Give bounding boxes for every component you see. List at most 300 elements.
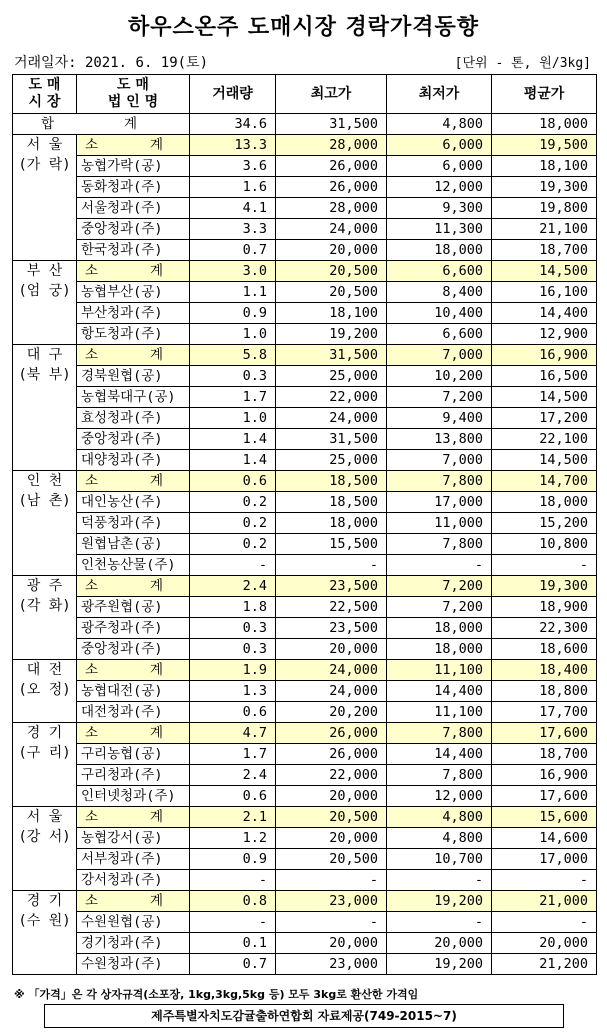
row-avg: 14,400 xyxy=(492,303,597,324)
subtotal-label-b: 계 xyxy=(149,137,163,153)
row-min: 20,000 xyxy=(387,933,492,954)
region-location: (구 리) xyxy=(18,745,71,761)
row-min: 12,000 xyxy=(387,786,492,807)
row-avg: - xyxy=(492,870,597,891)
table-row xyxy=(13,765,597,786)
row-avg: 12,900 xyxy=(492,324,597,345)
corp-name: 농협대전(공) xyxy=(77,681,190,702)
row-min: - xyxy=(387,555,492,576)
total-row xyxy=(13,114,597,135)
subtotal-label-a: 소 xyxy=(85,725,99,741)
row-min: 11,000 xyxy=(387,513,492,534)
region-name: 광 주 xyxy=(26,578,63,594)
row-min: 9,400 xyxy=(387,408,492,429)
row-avg: 16,500 xyxy=(492,366,597,387)
subtotal-volume: 0.8 xyxy=(190,891,276,912)
corp-name: 부산청과(주) xyxy=(77,303,190,324)
subtotal-row xyxy=(13,891,597,912)
region-name: 서 울 xyxy=(26,809,63,825)
region-name: 대 전 xyxy=(26,662,63,678)
subtotal-volume: 2.1 xyxy=(190,807,276,828)
total-label-b: 계 xyxy=(123,116,137,132)
row-max: 26,000 xyxy=(276,177,387,198)
subtotal-row xyxy=(13,345,597,366)
row-max: 28,000 xyxy=(276,198,387,219)
subtotal-max: 23,500 xyxy=(276,576,387,597)
row-min: 11,100 xyxy=(387,702,492,723)
subtotal-label-b: 계 xyxy=(149,347,163,363)
subtotal-min: 7,800 xyxy=(387,471,492,492)
row-volume: 0.3 xyxy=(190,618,276,639)
subtotal-row xyxy=(13,576,597,597)
subtotal-avg: 14,700 xyxy=(492,471,597,492)
corp-name: 덕풍청과(주) xyxy=(77,513,190,534)
table-row xyxy=(13,912,597,933)
row-max: 23,500 xyxy=(276,618,387,639)
region-cell xyxy=(13,807,77,891)
row-volume: 1.7 xyxy=(190,744,276,765)
region-cell xyxy=(13,891,77,975)
subtotal-volume: 0.6 xyxy=(190,471,276,492)
table-row xyxy=(13,387,597,408)
subtotal-label-b: 계 xyxy=(149,473,163,489)
table-row xyxy=(13,828,597,849)
corp-name: 수원원협(공) xyxy=(77,912,190,933)
row-min: - xyxy=(387,870,492,891)
table-row xyxy=(13,198,597,219)
table-row xyxy=(13,156,597,177)
row-max: 20,000 xyxy=(276,933,387,954)
subtotal-volume: 13.3 xyxy=(190,135,276,156)
total-volume: 34.6 xyxy=(190,114,276,135)
subtotal-max: 20,500 xyxy=(276,807,387,828)
corp-name: 농협강서(공) xyxy=(77,828,190,849)
row-volume: 3.6 xyxy=(190,156,276,177)
corp-name: 동화청과(주) xyxy=(77,177,190,198)
header-market-bottom: 시 장 xyxy=(28,94,61,110)
subtotal-label-a: 소 xyxy=(85,578,99,594)
subtotal-label xyxy=(77,135,190,156)
row-min: 7,800 xyxy=(387,765,492,786)
row-volume: 1.2 xyxy=(190,828,276,849)
row-min: 6,600 xyxy=(387,324,492,345)
region-cell xyxy=(13,576,77,660)
row-min: 18,000 xyxy=(387,618,492,639)
row-volume: 1.8 xyxy=(190,597,276,618)
row-max: 22,000 xyxy=(276,387,387,408)
region-location: (오 정) xyxy=(18,682,71,698)
corp-name: 대전청과(주) xyxy=(77,702,190,723)
page-title: 하우스온주 도매시장 경락가격동향 xyxy=(127,15,480,40)
subtotal-volume: 5.8 xyxy=(190,345,276,366)
row-volume: 1.4 xyxy=(190,450,276,471)
header-min: 최저가 xyxy=(387,75,492,114)
table-row xyxy=(13,303,597,324)
total-max: 31,500 xyxy=(276,114,387,135)
header-corp-bottom: 법 인 명 xyxy=(107,94,159,110)
row-min: 18,000 xyxy=(387,639,492,660)
subtotal-row xyxy=(13,261,597,282)
subtotal-max: 28,000 xyxy=(276,135,387,156)
region-location: (북 부) xyxy=(18,367,71,383)
subtotal-label-a: 소 xyxy=(85,893,99,909)
region-location: (강 서) xyxy=(18,829,71,845)
subtotal-label-a: 소 xyxy=(85,137,99,153)
region-cell xyxy=(13,723,77,807)
table-row xyxy=(13,492,597,513)
row-max: 20,000 xyxy=(276,639,387,660)
row-volume: - xyxy=(190,912,276,933)
corp-name: 항도청과(주) xyxy=(77,324,190,345)
subtotal-label xyxy=(77,891,190,912)
region-cell xyxy=(13,135,77,261)
row-min: 11,300 xyxy=(387,219,492,240)
subtotal-avg: 18,400 xyxy=(492,660,597,681)
row-avg: 20,000 xyxy=(492,933,597,954)
row-max: 20,000 xyxy=(276,828,387,849)
row-avg: 10,800 xyxy=(492,534,597,555)
corp-name: 강서청과(주) xyxy=(77,870,190,891)
row-volume: 1.0 xyxy=(190,408,276,429)
row-volume: 1.4 xyxy=(190,429,276,450)
subtotal-label xyxy=(77,660,190,681)
row-volume: 0.3 xyxy=(190,366,276,387)
row-volume: - xyxy=(190,870,276,891)
header-avg: 평균가 xyxy=(492,75,597,114)
subtotal-label-b: 계 xyxy=(149,263,163,279)
corp-name: 광주원협(공) xyxy=(77,597,190,618)
row-volume: 1.7 xyxy=(190,387,276,408)
subtotal-avg: 17,600 xyxy=(492,723,597,744)
subtotal-row xyxy=(13,723,597,744)
row-avg: - xyxy=(492,912,597,933)
row-avg: 14,600 xyxy=(492,828,597,849)
region-cell xyxy=(13,261,77,345)
row-volume: 0.7 xyxy=(190,954,276,975)
subtotal-label xyxy=(77,807,190,828)
table-row xyxy=(13,324,597,345)
subtotal-label xyxy=(77,261,190,282)
row-max: 20,000 xyxy=(276,786,387,807)
row-max: 20,500 xyxy=(276,849,387,870)
table-row xyxy=(13,534,597,555)
row-volume: 1.0 xyxy=(190,324,276,345)
row-min: 10,200 xyxy=(387,366,492,387)
source-box: 제주특별자치도감귤출하연합회 자료제공(749-2015~7) xyxy=(44,1004,564,1028)
row-avg: 18,600 xyxy=(492,639,597,660)
row-avg: 18,700 xyxy=(492,744,597,765)
row-avg: 17,700 xyxy=(492,702,597,723)
table-row xyxy=(13,555,597,576)
subtotal-label-b: 계 xyxy=(149,578,163,594)
row-avg: 19,800 xyxy=(492,198,597,219)
subtotal-label-b: 계 xyxy=(149,893,163,909)
row-max: 20,500 xyxy=(276,282,387,303)
corp-name: 농협부산(공) xyxy=(77,282,190,303)
region-name: 인 천 xyxy=(26,473,63,489)
row-avg: 21,200 xyxy=(492,954,597,975)
subtotal-label-a: 소 xyxy=(85,263,99,279)
subtotal-min: 7,800 xyxy=(387,723,492,744)
corp-name: 광주청과(주) xyxy=(77,618,190,639)
corp-name: 수원청과(주) xyxy=(77,954,190,975)
total-min: 4,800 xyxy=(387,114,492,135)
region-location: (엄 궁) xyxy=(18,283,71,299)
table-row xyxy=(13,870,597,891)
subtotal-label-a: 소 xyxy=(85,809,99,825)
row-avg: 14,500 xyxy=(492,387,597,408)
corp-name: 농협가락(공) xyxy=(77,156,190,177)
row-min: 12,000 xyxy=(387,177,492,198)
table-row xyxy=(13,429,597,450)
subtotal-avg: 19,300 xyxy=(492,576,597,597)
subtotal-avg: 19,500 xyxy=(492,135,597,156)
row-max: 22,000 xyxy=(276,765,387,786)
subtotal-max: 31,500 xyxy=(276,345,387,366)
row-max: 26,000 xyxy=(276,744,387,765)
row-min: 4,800 xyxy=(387,828,492,849)
table-row xyxy=(13,681,597,702)
corp-name: 경북원협(공) xyxy=(77,366,190,387)
corp-name: 농협북대구(공) xyxy=(77,387,190,408)
subtotal-row xyxy=(13,660,597,681)
row-max: 15,500 xyxy=(276,534,387,555)
row-max: 23,000 xyxy=(276,954,387,975)
region-name: 경 기 xyxy=(26,893,63,909)
subtotal-volume: 2.4 xyxy=(190,576,276,597)
row-max: 24,000 xyxy=(276,408,387,429)
subtotal-label-a: 소 xyxy=(85,473,99,489)
corp-name: 구리농협(공) xyxy=(77,744,190,765)
region-location: (수 원) xyxy=(18,913,71,929)
region-name: 대 구 xyxy=(26,347,63,363)
table-row xyxy=(13,408,597,429)
table-row xyxy=(13,618,597,639)
row-max: 31,500 xyxy=(276,429,387,450)
corp-name: 경기청과(주) xyxy=(77,933,190,954)
table-row xyxy=(13,177,597,198)
row-min: 10,700 xyxy=(387,849,492,870)
row-max: 20,200 xyxy=(276,702,387,723)
row-min: 19,200 xyxy=(387,954,492,975)
row-min: 7,200 xyxy=(387,387,492,408)
row-min: 7,000 xyxy=(387,450,492,471)
header-market xyxy=(13,75,77,114)
row-max: - xyxy=(276,912,387,933)
row-max: 18,500 xyxy=(276,492,387,513)
row-volume: 2.4 xyxy=(190,765,276,786)
corp-name: 중앙청과(주) xyxy=(77,219,190,240)
row-avg: 21,100 xyxy=(492,219,597,240)
subtotal-volume: 3.0 xyxy=(190,261,276,282)
subtotal-label-b: 계 xyxy=(149,809,163,825)
row-max: 25,000 xyxy=(276,450,387,471)
row-avg: 14,500 xyxy=(492,450,597,471)
row-volume: 1.6 xyxy=(190,177,276,198)
row-max: - xyxy=(276,555,387,576)
subtotal-min: 6,600 xyxy=(387,261,492,282)
subtotal-label xyxy=(77,723,190,744)
subtotal-label-a: 소 xyxy=(85,662,99,678)
row-avg: - xyxy=(492,555,597,576)
table-row xyxy=(13,954,597,975)
row-avg: 16,900 xyxy=(492,765,597,786)
region-cell xyxy=(13,471,77,576)
row-min: 18,000 xyxy=(387,240,492,261)
subtotal-min: 7,000 xyxy=(387,345,492,366)
table-row xyxy=(13,744,597,765)
row-volume: 0.3 xyxy=(190,639,276,660)
subtotal-volume: 4.7 xyxy=(190,723,276,744)
row-min: - xyxy=(387,912,492,933)
region-location: (가 락) xyxy=(18,157,71,173)
corp-name: 중앙청과(주) xyxy=(77,429,190,450)
subtotal-min: 6,000 xyxy=(387,135,492,156)
row-avg: 18,100 xyxy=(492,156,597,177)
subtotal-max: 18,500 xyxy=(276,471,387,492)
corp-name: 중앙청과(주) xyxy=(77,639,190,660)
table-row xyxy=(13,513,597,534)
row-max: 20,000 xyxy=(276,240,387,261)
subtotal-label xyxy=(77,471,190,492)
region-name: 경 기 xyxy=(26,725,63,741)
subtotal-label-a: 소 xyxy=(85,347,99,363)
header-market-top: 도 매 xyxy=(28,77,61,93)
row-volume: 0.6 xyxy=(190,786,276,807)
row-volume: 0.7 xyxy=(190,240,276,261)
subtotal-max: 24,000 xyxy=(276,660,387,681)
row-volume: 0.9 xyxy=(190,303,276,324)
subtotal-avg: 14,500 xyxy=(492,261,597,282)
subtotal-min: 19,200 xyxy=(387,891,492,912)
row-volume: 0.2 xyxy=(190,534,276,555)
subtotal-avg: 16,900 xyxy=(492,345,597,366)
row-avg: 17,000 xyxy=(492,849,597,870)
subtotal-min: 11,100 xyxy=(387,660,492,681)
row-max: 19,200 xyxy=(276,324,387,345)
row-min: 17,000 xyxy=(387,492,492,513)
row-volume: 3.3 xyxy=(190,219,276,240)
subtotal-volume: 1.9 xyxy=(190,660,276,681)
corp-name: 원협남촌(공) xyxy=(77,534,190,555)
row-min: 7,800 xyxy=(387,534,492,555)
row-max: 26,000 xyxy=(276,156,387,177)
total-label xyxy=(13,114,190,135)
table-row xyxy=(13,366,597,387)
row-max: 18,100 xyxy=(276,303,387,324)
subtotal-label-b: 계 xyxy=(149,725,163,741)
corp-name: 한국청과(주) xyxy=(77,240,190,261)
row-min: 9,300 xyxy=(387,198,492,219)
table-row xyxy=(13,702,597,723)
region-location: (남 촌) xyxy=(18,493,71,509)
subtotal-max: 26,000 xyxy=(276,723,387,744)
table-row xyxy=(13,240,597,261)
row-max: 24,000 xyxy=(276,681,387,702)
row-avg: 22,300 xyxy=(492,618,597,639)
row-avg: 22,100 xyxy=(492,429,597,450)
row-volume: 0.6 xyxy=(190,702,276,723)
row-avg: 17,600 xyxy=(492,786,597,807)
row-avg: 17,200 xyxy=(492,408,597,429)
subtotal-max: 20,500 xyxy=(276,261,387,282)
table-row xyxy=(13,849,597,870)
corp-name: 인천농산물(주) xyxy=(77,555,190,576)
row-avg: 18,700 xyxy=(492,240,597,261)
region-cell xyxy=(13,660,77,723)
row-min: 13,800 xyxy=(387,429,492,450)
row-volume: 0.9 xyxy=(190,849,276,870)
corp-name: 대양청과(주) xyxy=(77,450,190,471)
subtotal-label xyxy=(77,345,190,366)
region-name: 부 산 xyxy=(26,263,63,279)
header-corp-top: 도 매 xyxy=(117,77,149,93)
subtotal-row xyxy=(13,135,597,156)
corp-name: 서울청과(주) xyxy=(77,198,190,219)
header-max: 최고가 xyxy=(276,75,387,114)
corp-name: 인터넷청과(주) xyxy=(77,786,190,807)
row-volume: - xyxy=(190,555,276,576)
row-avg: 18,000 xyxy=(492,492,597,513)
row-avg: 15,200 xyxy=(492,513,597,534)
subtotal-min: 4,800 xyxy=(387,807,492,828)
subtotal-row xyxy=(13,807,597,828)
row-avg: 16,100 xyxy=(492,282,597,303)
corp-name: 서부청과(주) xyxy=(77,849,190,870)
row-avg: 19,300 xyxy=(492,177,597,198)
table-row xyxy=(13,786,597,807)
region-name: 서 울 xyxy=(26,137,63,153)
row-volume: 1.3 xyxy=(190,681,276,702)
row-min: 7,200 xyxy=(387,597,492,618)
row-volume: 4.1 xyxy=(190,198,276,219)
row-avg: 18,900 xyxy=(492,597,597,618)
table-row xyxy=(13,639,597,660)
subtotal-avg: 15,600 xyxy=(492,807,597,828)
region-cell xyxy=(13,345,77,471)
total-avg: 18,000 xyxy=(492,114,597,135)
row-max: 24,000 xyxy=(276,219,387,240)
corp-name: 구리청과(주) xyxy=(77,765,190,786)
subtotal-max: 23,000 xyxy=(276,891,387,912)
row-max: 25,000 xyxy=(276,366,387,387)
subtotal-avg: 21,000 xyxy=(492,891,597,912)
row-volume: 0.2 xyxy=(190,492,276,513)
header-volume: 거래량 xyxy=(190,75,276,114)
trade-date: 거래일자: 2021. 6. 19(토) xyxy=(14,55,209,71)
corp-name: 대인농산(주) xyxy=(77,492,190,513)
subtotal-label-b: 계 xyxy=(149,662,163,678)
table-row xyxy=(13,597,597,618)
table-row xyxy=(13,933,597,954)
price-table xyxy=(12,74,597,975)
subtotal-label xyxy=(77,576,190,597)
row-min: 14,400 xyxy=(387,744,492,765)
row-avg: 18,800 xyxy=(492,681,597,702)
row-max: 22,500 xyxy=(276,597,387,618)
row-min: 8,400 xyxy=(387,282,492,303)
row-min: 14,400 xyxy=(387,681,492,702)
row-volume: 0.1 xyxy=(190,933,276,954)
header-corp xyxy=(77,75,190,114)
row-min: 6,000 xyxy=(387,156,492,177)
subtotal-row xyxy=(13,471,597,492)
row-volume: 0.2 xyxy=(190,513,276,534)
row-min: 10,400 xyxy=(387,303,492,324)
subtotal-min: 7,200 xyxy=(387,576,492,597)
unit-label: [단위 - 톤, 원/3kg] xyxy=(454,56,591,71)
row-max: - xyxy=(276,870,387,891)
